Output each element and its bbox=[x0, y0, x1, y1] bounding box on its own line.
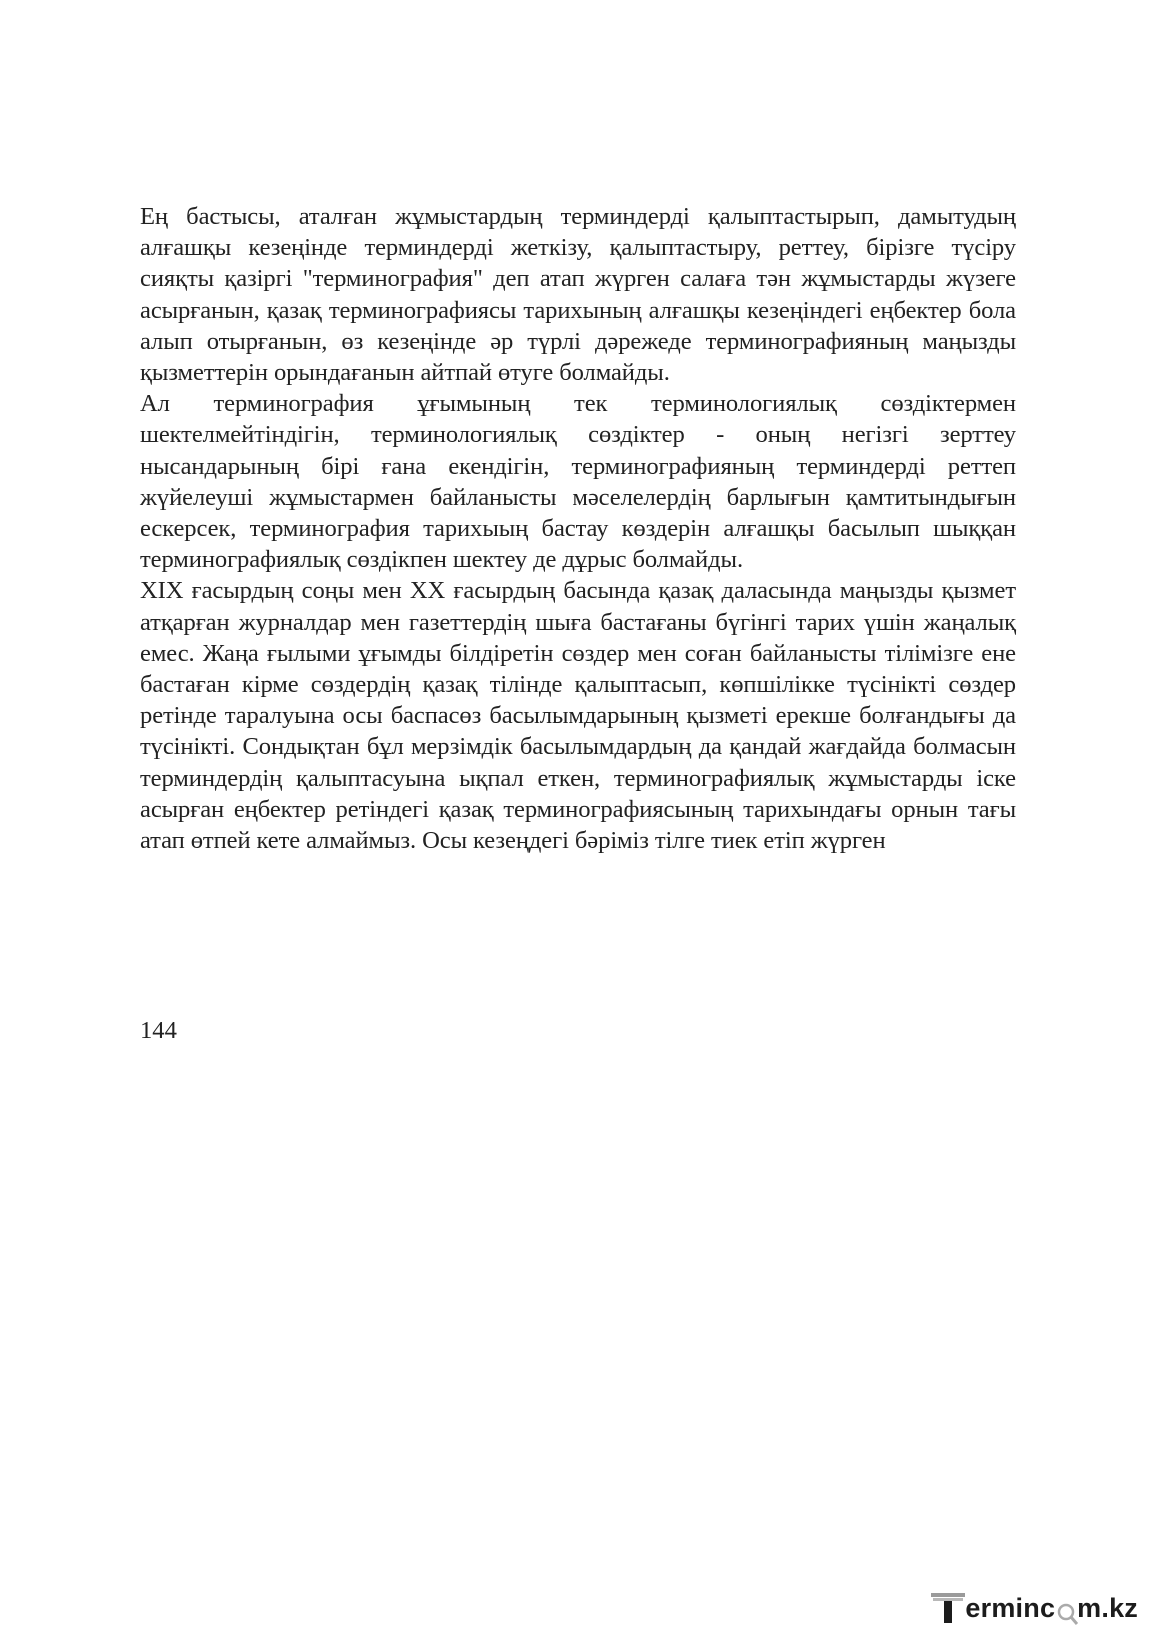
magnifier-icon bbox=[1056, 1601, 1076, 1623]
termincom-watermark-logo bbox=[931, 1591, 1138, 1623]
page-number: 144 bbox=[140, 1017, 177, 1044]
paragraph-3: ХІХ ғасырдың соңы мен ХХ ғасырдың басында қазақ даласында маңызды қызмет атқарған журналдар мен газеттердің шыға бастағаны бүгінгі тарих үшін жаңалық емес. Жаңа ғылыми ұғымды білдіретін сөздер мен соған байланысты тілімізге ене бастаған кірме сөздердің қазақ тілінде қалыптасып, көпшілікке түсінікті сөздер ретінде таралуына осы баспасөз басылымдарының қызметі ерекше болғандығы да түсінікті. Сондықтан бұл мерзімдік басылымдардың да қандай жағдайда болмасын терминдердің қалыптасуына ықпал еткен, терминографиялық жұмыстарды іске асырған еңбектер ретіндегі қазақ терминографиясының тарихындағы орнын тағы атап өтпей кете алмаймыз. Осы кезеңдегі бәріміз тілге тиек етіп жүрген bbox=[140, 577, 1016, 855]
logo-text-part-1: erminc bbox=[965, 1593, 1056, 1623]
logo-t-mark-icon bbox=[931, 1591, 965, 1623]
paragraph-1: Ең бастысы, аталған жұмыстардың терминдерді қалыптастырып, дамытудың алғашқы кезеңінде терминдерді жеткізу, қалыптастыру, реттеу, бірізге түсіру сияқты қазіргі "терминография" деп атап жүрген салаға тән жұмыстарды жүзеге асырғанын, қазақ терминографиясы тарихының алғашқы кезеңіндегі еңбектер бола алып отырғанын, өз кезеңінде әр түрлі дәрежеде терминографияның маңызды қызметтерін орындағанын айтпай өтуге болмайды. bbox=[140, 203, 1016, 387]
logo-text-part-2: m.kz bbox=[1077, 1593, 1138, 1623]
document-body bbox=[140, 201, 1016, 856]
paragraph-2: Ал терминография ұғымының тек терминологиялық сөздіктермен шектелмейтіндігін, терминологиялық сөздіктер - оның негізгі зерттеу нысандарының бірі ғана екендігін, терминографияның терминдерді реттеп жүйелеуші жұмыстармен байланысты мәселелердің барлығын қамтитындығын ескерсек, терминография тарихыың бастау көздерін алғашқы басылып шыққан терминографиялық сөздікпен шектеу де дұрыс болмайды. bbox=[140, 390, 1016, 574]
